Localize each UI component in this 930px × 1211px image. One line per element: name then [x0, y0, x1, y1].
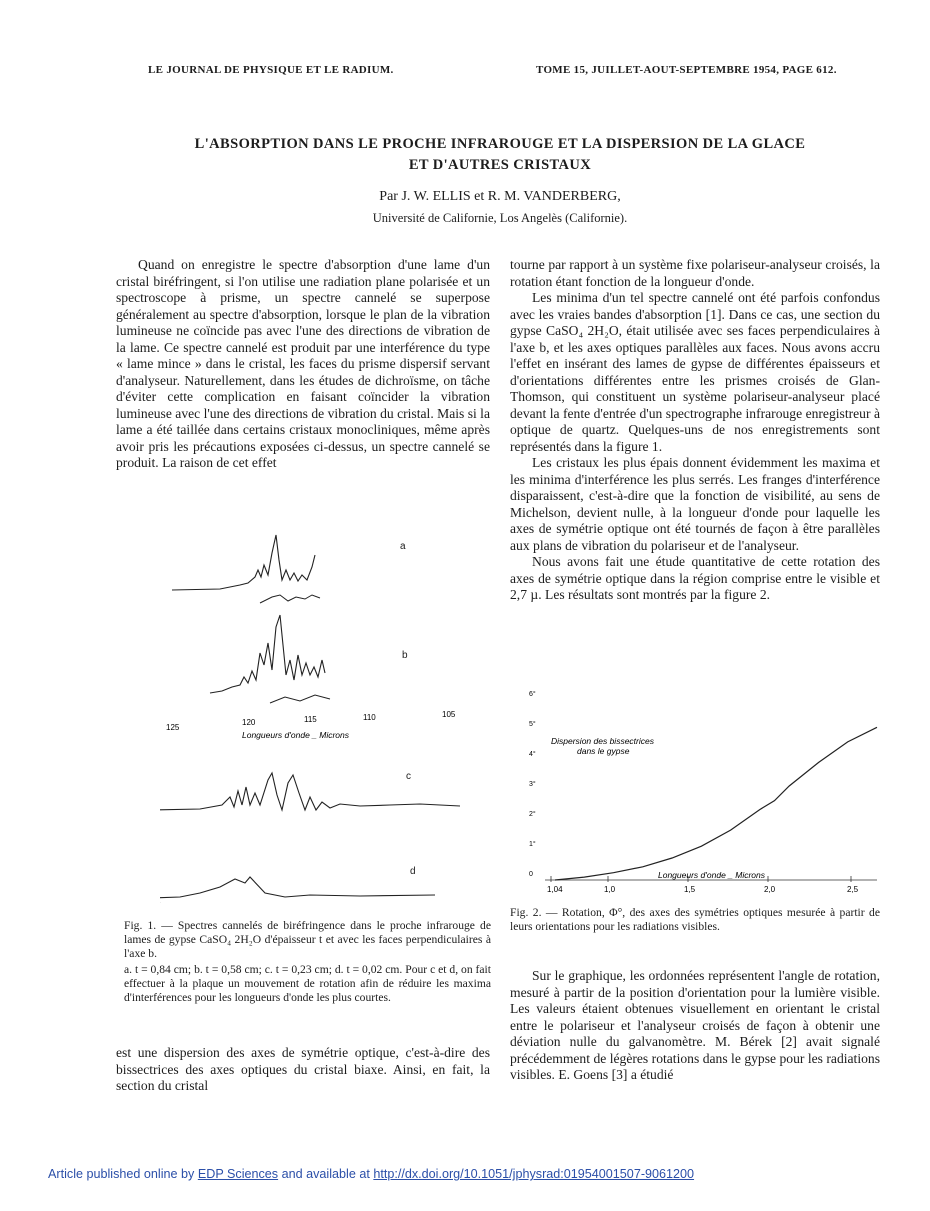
figure2-caption: Fig. 2. — Rotation, Φ°, des axes des symétries optiques mesurée à partir de leurs orientations pour les radiations visibles. [510, 906, 880, 933]
x-axis-label: Longueurs d'onde _ Microns [658, 870, 765, 880]
chart-title-line1: Dispersion des bissectrices [551, 736, 654, 746]
affiliation: Université de Californie, Los Angelès (Californie). [372, 211, 628, 225]
fig1-label-b: b [402, 650, 408, 661]
y-tick-label: 1° [529, 841, 536, 848]
x-tick-label: 1,5 [684, 885, 696, 894]
fig1-axis-label: Longueurs d'onde _ Microns [242, 730, 349, 740]
caption-main: Fig. 1. — Spectres cannelés de biréfringence dans le proche infrarouge de lames de gypse CaSO₄ 2H₂O d'épaisseur t et avec les faces perpendiculaires à l'axe b. [124, 919, 491, 960]
paragraph: Les minima d'un tel spectre cannelé ont été parfois confondus avec les vraies bandes d'absorption [1]. Dans ce cas, une section du gypse CaSO₄ 2H₂O, était utilisée avec ses faces perpendiculaires à l'axe b, et les axes optiques parallèles aux faces. Nous avons accru l'effet en insérant des lames de gypse de différentes épaisseurs et d'orientations différentes entre les prismes croisés de Glan-Thomson, qui constituent un système polariseur-analyseur placé devant la fente d'entrée d'un spectrographe infrarouge enregistreur à optique de quartz. Quelques-uns de nos enregistrements sont représentés dans la figure 1. [510, 290, 880, 454]
paragraph: tourne par rapport à un système fixe polariseur-analyseur croisés, la rotation étant fonction de la longueur d'onde. [510, 257, 880, 289]
y-tick-label: 0 [529, 871, 533, 878]
x-tick-label: 2,5 [847, 885, 859, 894]
caption-detail: a. t = 0,84 cm; b. t = 0,58 cm; c. t = 0,23 cm; d. t = 0,02 cm. Pour c et d, on fait effectuer à la plaque un mouvement de rotation afin de réduire les maxima d'interférences pour les longueurs d'onde les plus courtes. [124, 963, 491, 1004]
spectrum-b-trace [210, 615, 325, 693]
footer-middle: and available at [278, 1167, 374, 1181]
x-tick-label: 1,04 [547, 885, 563, 894]
fig1-label-d: d [410, 866, 416, 877]
doi-link[interactable]: http://dx.doi.org/10.1051/jphysrad:01954001507-9061200 [373, 1167, 695, 1181]
y-tick-label: 5° [529, 721, 536, 728]
spectrum-d-trace [160, 877, 435, 898]
footer-prefix: Article published online by [48, 1167, 198, 1181]
publisher-link[interactable]: EDP Sciences [197, 1167, 279, 1181]
fig1-label-c: c [406, 771, 411, 782]
spectrum-a-lower [260, 595, 320, 603]
spectrum-a-trace [172, 535, 315, 590]
x-tick-label: 1,0 [604, 885, 616, 894]
y-tick-label: 3° [529, 781, 536, 788]
paragraph: Nous avons fait une étude quantitative de cette rotation des axes de symétrie optique dans la région comprise entre le visible et 2,7 µ. Les résultats sont montrés par la figure 2. [510, 554, 880, 602]
y-tick-label: 2° [529, 811, 536, 818]
issue-info: TOME 15, JUILLET-AOUT-SEPTEMBRE 1954, PAGE 612. [536, 64, 837, 76]
article-title-line1: L'ABSORPTION DANS LE PROCHE INFRAROUGE ET LA DISPERSION DE LA GLACE [194, 136, 806, 152]
right-column-bottom [510, 968, 880, 1084]
fig1-label-a: a [400, 541, 406, 552]
left-column-end [116, 1045, 490, 1095]
left-column-intro [116, 257, 490, 472]
authors: Par J. W. ELLIS et R. M. VANDERBERG, [379, 189, 621, 204]
figure2-chart [515, 680, 890, 895]
paragraph: Sur le graphique, les ordonnées représentent l'angle de rotation, mesuré à partir de la position d'orientation pour la lumière visible. Les valeurs étaient obtenues visuellement en orientant le cristal entre le polariseur et l'analyseur croisés de façon à obtenir une déviation nulle du galvanomètre. M. Bérek [2] avait signalé précédemment de légères rotations dans le gypse pour les radiations visibles. E. Goens [3] a étudié [510, 968, 880, 1082]
y-tick-label: 4° [529, 751, 536, 758]
fig1-tick: 115 [304, 715, 317, 724]
fig1-tick: 125 [166, 723, 180, 732]
paragraph: Les cristaux les plus épais donnent évidemment les maxima et les minima d'interférence les plus serrés. Les franges d'interférence disparaissent, c'est-à-dire que la fonction de visibilité, au sens de Michelson, devient nulle, à la longueur d'onde pour laquelle les axes de symétrie optique ont été tournés de façon à être parallèles aux plans de vibration du polariseur et de l'analyseur. [510, 455, 880, 553]
spectrum-c-trace [160, 773, 460, 810]
figure1-spectra [160, 525, 490, 915]
spectrum-b-lower [270, 695, 330, 703]
fig1-tick: 120 [242, 718, 256, 727]
paragraph: Quand on enregistre le spectre d'absorption d'une lame d'un cristal biréfringent, si l'on utilise une radiation plane polarisée et un spectroscope à prisme, un spectre cannelé se superpose généralement au spectre d'absorption, lorsque le plan de la vibration lumineuse ne coïncide pas avec l'une des directions de vibration de la lame. Ce spectre cannelé est produit par une interférence du type « lame mince » dans le cristal, les faces du prisme dispersif servant d'analyseur. Naturellement, dans les études de dichroïsme, on tâche d'éviter cette complication en faisant coïncider la vibration lumineuse avec l'une des directions de vibration du cristal. Mais si la lame a été taillée dans certains cristaux monocliniques, même après avoir pris les précautions exposées ci-dessus, un spectre cannelé se produit. La raison de cet effet [116, 257, 490, 470]
fig1-tick: 105 [442, 710, 456, 719]
y-tick-label: 6° [529, 691, 536, 698]
paragraph: est une dispersion des axes de symétrie optique, c'est-à-dire des bissectrices des axes optiques du cristal biaxe. Ainsi, en fait, la section du cristal [116, 1045, 490, 1093]
footer-notice [48, 1167, 694, 1181]
figure1-caption [124, 919, 491, 1005]
chart-title-line2: dans le gypse [577, 746, 630, 756]
journal-name: LE JOURNAL DE PHYSIQUE ET LE RADIUM. [148, 64, 394, 76]
fig1-tick: 110 [363, 713, 376, 722]
article-title-line2: ET D'AUTRES CRISTAUX [408, 157, 592, 173]
x-tick-label: 2,0 [764, 885, 776, 894]
right-column-top [510, 257, 880, 604]
